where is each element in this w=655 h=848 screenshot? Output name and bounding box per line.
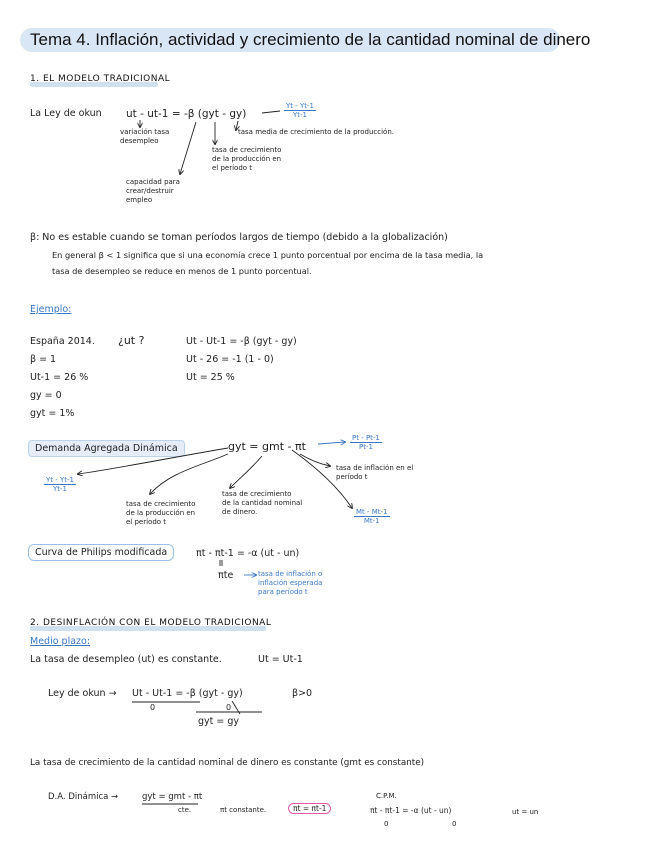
ejemplo-line3: Ut-1 = 26 % <box>30 372 89 383</box>
annotation-dad-dinero: tasa de crecimiento de la cantidad nominal de dinero. <box>222 490 303 516</box>
pi-fraction <box>350 432 382 451</box>
s2-line2: La tasa de crecimiento de la cantidad nominal de dinero es constante (gmt es constante) <box>30 758 425 768</box>
phillips-equation: πt - πt-1 = -α (ut - un) <box>196 548 300 559</box>
ejemplo-line4: gy = 0 <box>30 390 62 401</box>
s2-zero-1: 0 <box>150 703 156 712</box>
s2-pi-highlight: πt = πt-1 <box>288 803 331 814</box>
phillips-expected: πte <box>218 570 234 581</box>
s2-beta-positive: β>0 <box>292 688 313 699</box>
y-numerator: Yt - Yt-1 <box>46 476 74 484</box>
s2-da-label: D.A. Dinámica → <box>48 792 119 802</box>
dad-label: Demanda Agregada Dinámica <box>28 440 185 457</box>
general-note-line2: tasa de desempleo se reduce en menos de 1 punto porcentual. <box>52 266 312 276</box>
page-title: Tema 4. Inflación, actividad y crecimiento de la cantidad nominal de dinero <box>30 30 591 49</box>
s2-line1b: Ut = Ut-1 <box>258 654 303 665</box>
ejemplo-label: Ejemplo: <box>30 304 72 315</box>
ejemplo-right1: Ut - Ut-1 = -β (gyt - gy) <box>186 336 297 347</box>
okun-equation: ut - ut-1 = -β (gyt - gy) <box>126 108 247 120</box>
s2-cpm: C.P.M. <box>376 792 397 800</box>
s2-cte: cte. <box>178 806 192 814</box>
beta-note: β: No es estable cuando se toman períodos largos de tiempo (debido a la globalización) <box>30 232 448 243</box>
s2-cpm-equation: πt - πt-1 = -α (ut - un) <box>370 806 452 815</box>
y-fraction <box>44 474 76 493</box>
pi-annotation: tasa de inflación en el período t <box>336 464 414 481</box>
ejemplo-question: ¿ut ? <box>118 334 145 347</box>
ejemplo-line5: gyt = 1% <box>30 408 75 419</box>
m-numerator: Mt - Mt-1 <box>356 508 388 516</box>
s2-gy-equation: gyt = gy <box>198 716 240 727</box>
s2-zero-4: 0 <box>452 820 457 828</box>
s2-zero-3: 0 <box>384 820 389 828</box>
m-fraction <box>354 506 390 525</box>
s2-zero-2: 0 <box>226 703 232 712</box>
annotation-capacidad: capacidad para crear/destruir empleo <box>126 178 180 204</box>
s2-un: ut = un <box>512 808 539 816</box>
phillips-annotation: tasa de inflación o inflación esperada para período t <box>258 570 323 596</box>
s2-da-equation: gyt = gmt - πt <box>142 792 203 802</box>
annotation-media: tasa media de crecimiento de la producción. <box>238 128 394 136</box>
s2-okun-equation: Ut - Ut-1 = -β (gyt - gy) <box>132 688 243 699</box>
ejemplo-right2: Ut - 26 = -1 (1 - 0) <box>186 354 274 365</box>
s2-okun-label: Ley de okun → <box>48 688 117 699</box>
ejemplo-right3: Ut = 25 % <box>186 372 235 383</box>
pi-numerator: Pt - Pt-1 <box>352 434 380 442</box>
gyt-denominator: Yt-1 <box>293 111 307 119</box>
gyt-fraction <box>284 100 316 119</box>
ejemplo-line2: β = 1 <box>30 354 57 365</box>
annotation-dad-produccion: tasa de crecimiento de la producción en el período t <box>126 500 196 526</box>
s2-pi-constante: πt constante. <box>220 806 267 814</box>
pi-denominator: Pt-1 <box>358 443 373 451</box>
annotation-tasa-produccion: tasa de crecimiento de la producción en el período t <box>212 146 282 172</box>
annotation-variacion: variación tasa desempleo <box>120 128 170 145</box>
phillips-label: Curva de Philips modificada <box>28 544 174 561</box>
medio-plazo-label: Medio plazo: <box>30 636 91 647</box>
s2-line1a: La tasa de desempleo (ut) es constante. <box>30 654 222 665</box>
section-heading-2: 2. DESINFLACIÓN CON EL MODELO TRADICIONAL <box>30 618 272 628</box>
gyt-numerator: Yt - Yt-1 <box>286 102 314 110</box>
section-heading-1: 1. EL MODELO TRADICIONAL <box>30 74 171 84</box>
m-denominator: Mt-1 <box>363 517 380 525</box>
y-denominator: Yt-1 <box>53 485 67 493</box>
ejemplo-line1: España 2014. <box>30 336 95 347</box>
okun-label: La Ley de okun <box>30 108 102 119</box>
general-note-line1: En general β < 1 significa que si una economía crece 1 punto porcentual por encima de la tasa media, la <box>52 250 484 260</box>
dad-equation: gyt = gmt - πt <box>228 440 306 453</box>
